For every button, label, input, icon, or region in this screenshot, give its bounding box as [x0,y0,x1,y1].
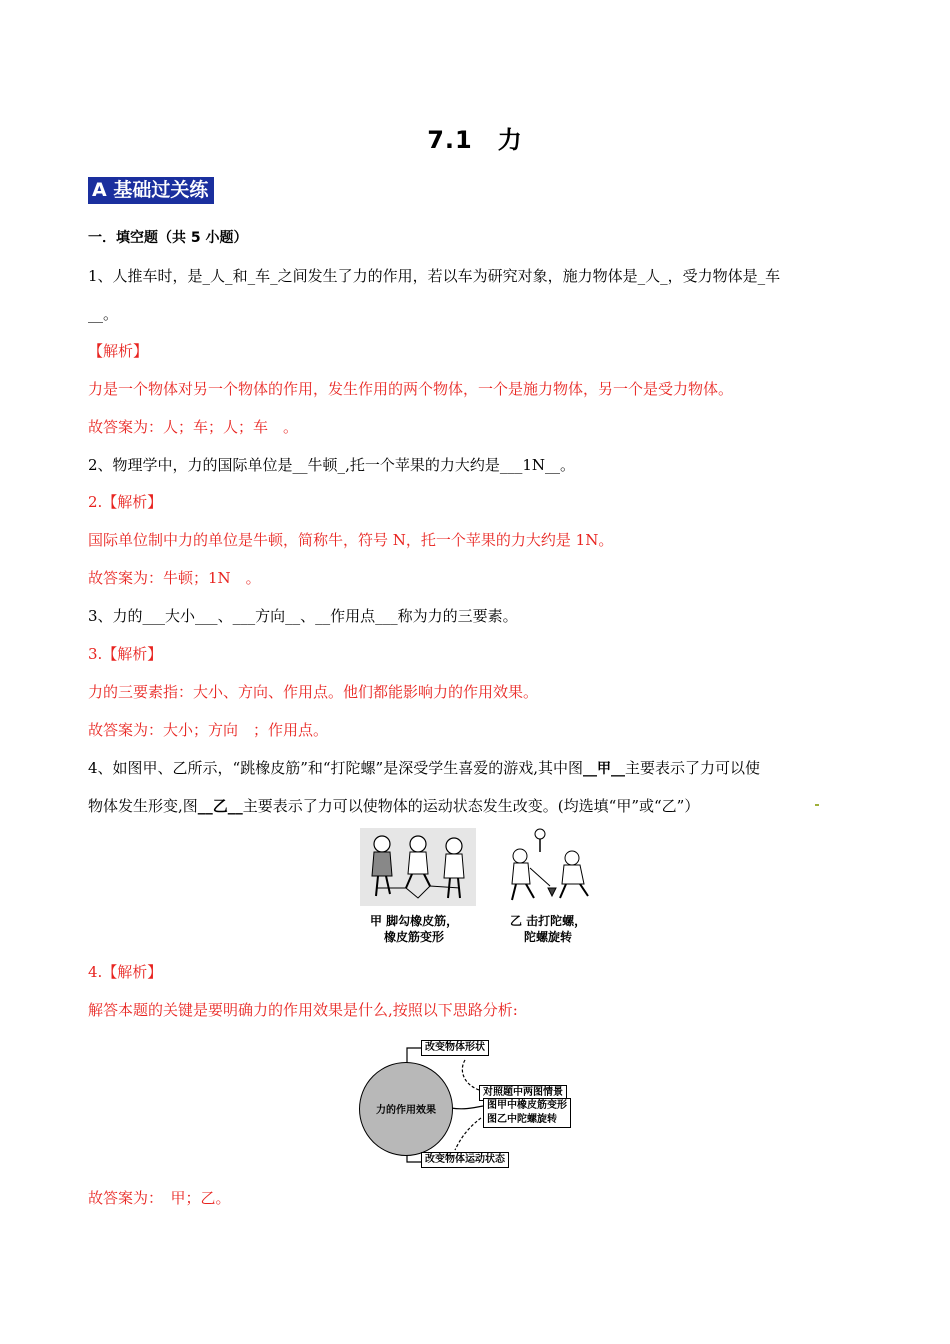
q1-text: 和 [232,267,248,285]
diagram-top-box: 改变物体形状 [421,1040,489,1056]
answer-1: 故答案为：人；车；人；车 。 [88,418,299,436]
q2-answer-1: __牛顿_ [292,456,346,474]
analysis-text-1: 力是一个物体对另一个物体的作用，发生作用的两个物体，一个是施力物体，另一个是受力物体。 [88,380,734,398]
q1-text: 1、人推车时，是 [88,267,203,285]
analysis-text-4: 解答本题的关键是要明确力的作用效果是什么,按照以下思路分析: [88,1001,518,1019]
q1-answer-4: _车 [757,267,781,285]
q3-text: 3、力的 [88,607,143,625]
page-title: 7.1 力 [427,126,523,154]
q4-text: 主要表示了力可以使物体的运动状态发生改变。(均选填“甲”或“乙”） [242,797,700,815]
q4-text: 4、如图甲、乙所示，“跳橡皮筋”和“打陀螺”是深受学生喜爱的游戏,其中图 [88,759,583,777]
analysis-label-3: 3.【解析】 [88,645,163,663]
q3-answer-2: ___方向__ [232,607,301,625]
diagram-right-box [483,1098,571,1128]
center-circle [359,1062,453,1156]
q1-answer-3: _人_ [637,267,668,285]
diagram-right-line-1: 图甲中橡皮筋变形 [487,1100,567,1111]
answer-3: 故答案为：大小；方向 ；作用点。 [88,721,329,739]
answer-2: 故答案为：牛顿；1N 。 [88,569,261,587]
caption-right-1: 乙 击打陀螺， [510,914,587,928]
part-heading: 一．填空题（共 5 小题） [88,230,248,246]
analysis-label-1: 【解析】 [88,342,149,360]
q3-text: 称为力的三要素。 [397,607,518,625]
diagram-right-line-2: 图乙中陀螺旋转 [487,1114,557,1125]
q2-answer-2: ___1N__ [499,456,561,474]
q2-text: 。 [560,456,576,474]
q3-answer-1: ___大小___ [142,607,218,625]
q3-answer-3: __作用点___ [315,607,398,625]
q3-text: 、 [217,607,233,625]
decorative-mark [815,804,819,806]
caption-left-1: 甲 脚勾橡皮筋， [370,914,459,928]
q4-text: 物体发生形变,图 [88,797,198,815]
question-1-line-2: __。 [88,305,119,323]
figure-jiayi [360,828,600,948]
caption-left-2: 橡皮筋变形 [384,930,445,944]
question-4-line-1 [88,758,868,779]
caption-right-2: 陀螺旋转 [524,930,573,944]
q4-answer-1: __甲__ [583,761,625,777]
diagram-middle-box: 对照题中两图情景 [479,1085,567,1101]
q4-answer-2: __乙__ [197,797,243,815]
section-banner: A 基础过关练 [88,177,214,204]
q1-answer-2: _车_ [247,267,278,285]
diagram-center-label: 力的作用效果 [376,1105,436,1116]
q2-text: ,托一个苹果的力大约是 [345,456,500,474]
analysis-label-2: 2.【解析】 [88,493,163,511]
answer-4: 故答案为： 甲；乙。 [88,1189,231,1207]
force-effects-diagram [355,1030,595,1180]
question-2 [88,455,868,475]
analysis-label-4: 4.【解析】 [88,963,163,981]
rubber-band-illustration [360,828,476,906]
q3-text: 、 [300,607,316,625]
spinning-top-illustration [500,828,616,906]
question-4-line-2 [88,796,868,816]
q1-answer-1: _人_ [202,267,233,285]
question-3 [88,606,868,626]
q4-text: 主要表示了力可以使 [625,759,761,777]
question-1-line-1 [88,266,868,286]
q1-text: 之间发生了力的作用，若以车为研究对象，施力物体是 [277,267,638,285]
analysis-text-2: 国际单位制中力的单位是牛顿，简称牛，符号 N，托一个苹果的力大约是 1N。 [88,531,614,549]
q2-text: 2、物理学中，力的国际单位是 [88,456,293,474]
diagram-bottom-box: 改变物体运动状态 [421,1152,509,1168]
q1-text: ，受力物体是 [667,267,758,285]
analysis-text-3: 力的三要素指：大小、方向、作用点。他们都能影响力的作用效果。 [88,683,539,701]
